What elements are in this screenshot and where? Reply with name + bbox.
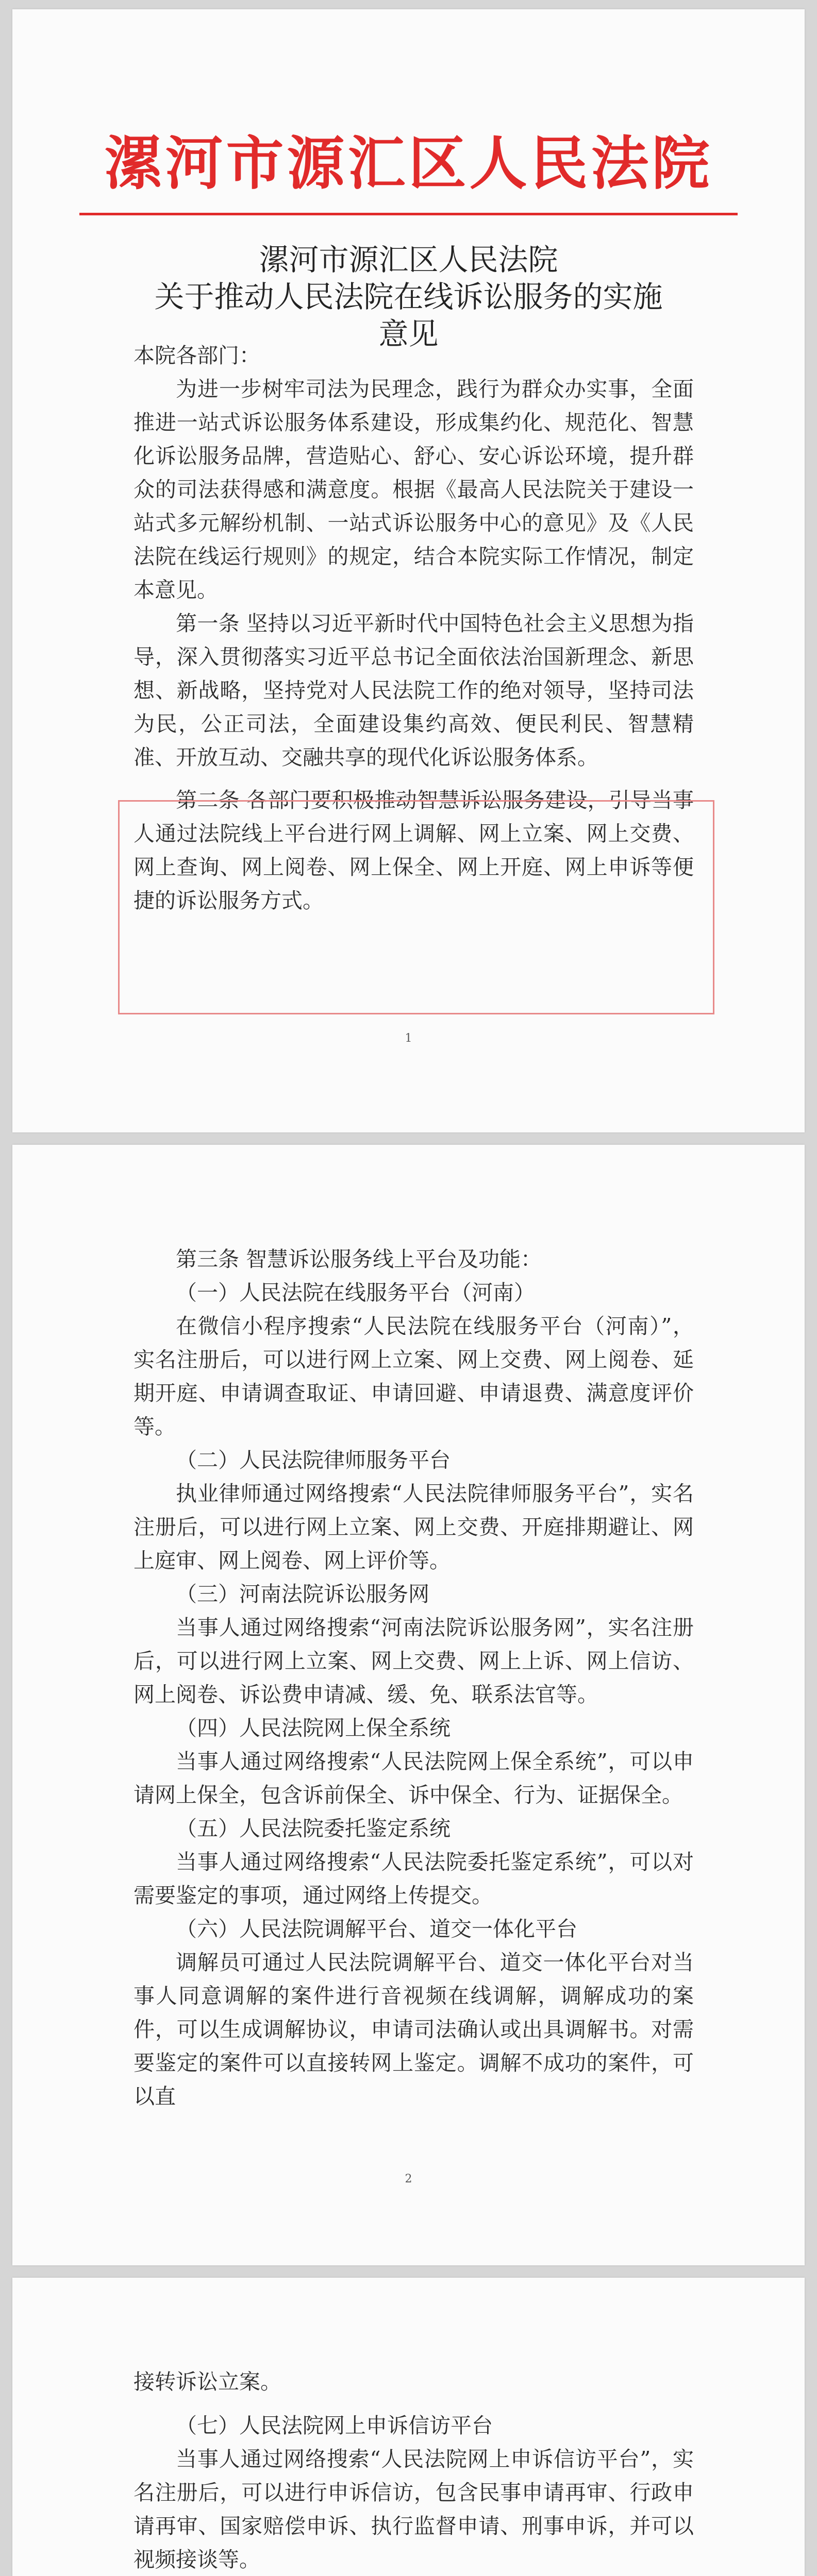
- section-3-title: （三）河南法院诉讼服务网: [176, 1582, 429, 1606]
- article-2: 第二条 各部门要积极推动智慧诉讼服务建设，引导当事人通过法院线上平台进行网上调解、网上立案、网上交费、网上查询、网上阅卷、网上保全、网上开庭、网上申诉等便捷的诉讼服务方式。: [134, 788, 694, 913]
- title-line-2: 关于推动人民法院在线诉讼服务的实施: [154, 279, 663, 314]
- document-page-3: [12, 2278, 805, 2576]
- page-2-body: [134, 1243, 694, 2113]
- document-page-1: [12, 9, 805, 1132]
- section-3-body: 当事人通过网络搜索“河南法院诉讼服务网”，实名注册后，可以进行网上立案、网上交费、网上上诉、网上信访、网上阅卷、诉讼费申请减、缓、免、联系法官等。: [134, 1615, 694, 1707]
- article-2-highlight-box: [118, 800, 714, 1014]
- section-2-title: （二）人民法院律师服务平台: [176, 1448, 451, 1472]
- section-5-body: 当事人通过网络搜索“人民法院委托鉴定系统”，可以对需要鉴定的事项，通过网络上传提交。: [134, 1850, 694, 1908]
- section-1-title: （一）人民法院在线服务平台（河南）: [176, 1280, 535, 1305]
- section-1-body: 在微信小程序搜索“人民法院在线服务平台（河南）”，实名注册后，可以进行网上立案、网上交费、网上阅卷、延期开庭、申请调查取证、申请回避、申请退费、满意度评价等。: [134, 1314, 694, 1439]
- letterhead-divider: [79, 213, 738, 215]
- document-page-2: [12, 1145, 805, 2265]
- document-title: [90, 241, 727, 352]
- section-2-body: 执业律师通过网络搜索“人民法院律师服务平台”，实名注册后，可以进行网上立案、网上交费、开庭排期避让、网上庭审、网上阅卷、网上评价等。: [134, 1481, 694, 1573]
- section-7-body: 当事人通过网络搜索“人民法院网上申诉信访平台”，实名注册后，可以进行申诉信访，包含民事申请再审、行政申请再审、国家赔偿申诉、执行监督申请、刑事申诉，并可以视频接谈等。: [134, 2447, 694, 2572]
- continued-text: 接转诉讼立案。: [134, 2369, 281, 2394]
- section-4-title: （四）人民法院网上保全系统: [176, 1716, 451, 1740]
- title-line-3: 意见: [378, 316, 439, 351]
- article-3: 第三条 智慧诉讼服务线上平台及功能：: [176, 1247, 542, 1272]
- page-number: 2: [405, 2173, 412, 2185]
- page-number: 1: [405, 1032, 412, 1045]
- title-line-1: 漯河市源汇区人民法院: [259, 242, 558, 277]
- section-6-body: 调解员可通过人民法院调解平台、道交一体化平台对当事人同意调解的案件进行音视频在线调解，调解成功的案件，可以生成调解协议，申请司法确认或出具调解书。对需要鉴定的案件可以直接转网上鉴定。调解不成功的案件，可以直: [134, 1950, 694, 2109]
- court-letterhead: 漯河市源汇区人民法院: [104, 130, 713, 197]
- section-6-title: （六）人民法院调解平台、道交一体化平台: [176, 1917, 577, 1941]
- intro-paragraph: 为进一步树牢司法为民理念，践行为群众办实事，全面推进一站式诉讼服务体系建设，形成集约化、规范化、智慧化诉讼服务品牌，营造贴心、舒心、安心诉讼环境，提升群众的司法获得感和满意度。根据《最高人民法院关于建设一站式多元解纷机制、一站式诉讼服务中心的意见》及《人民法院在线运行规则》的规定，结合本院实际工作情况，制定本意见。: [134, 377, 694, 602]
- section-7-title: （七）人民法院网上申诉信访平台: [176, 2413, 493, 2438]
- page-3-body: [134, 2365, 694, 2576]
- salutation: 本院各部门：: [134, 343, 260, 368]
- section-5-title: （五）人民法院委托鉴定系统: [176, 1816, 451, 1841]
- section-4-body: 当事人通过网络搜索“人民法院网上保全系统”，可以申请网上保全，包含诉前保全、诉中保全、行为、证据保全。: [134, 1749, 694, 1807]
- article-1: 第一条 坚持以习近平新时代中国特色社会主义思想为指导，深入贯彻落实习近平总书记全面依法治国新理念、新思想、新战略，坚持党对人民法院工作的绝对领导，坚持司法为民，公正司法，全面建设集约高效、便民利民、智慧精准、开放互动、交融共享的现代化诉讼服务体系。: [134, 611, 694, 770]
